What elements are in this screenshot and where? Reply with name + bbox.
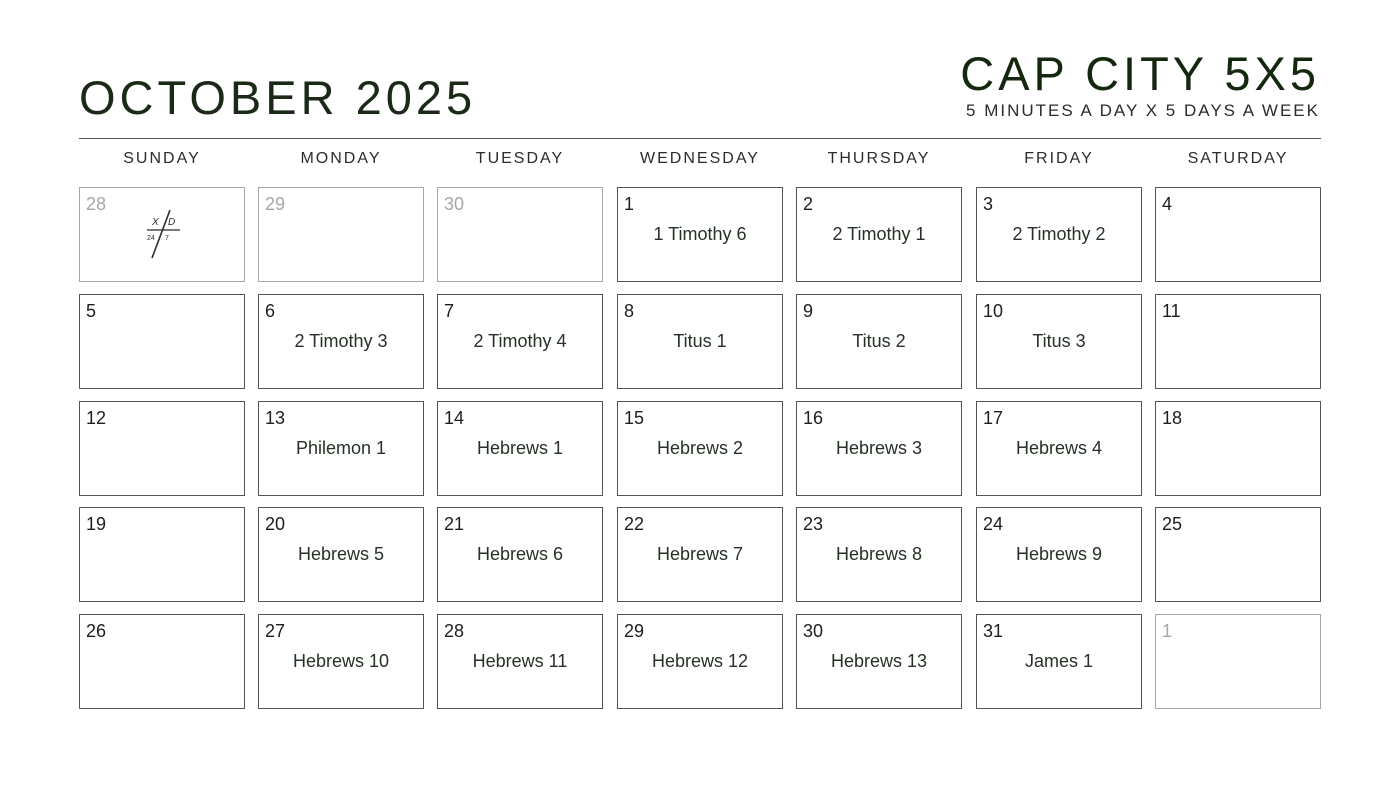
day-cell — [437, 507, 603, 602]
day-number: 6 — [265, 301, 276, 321]
reading-label: Hebrews 10 — [292, 651, 390, 671]
calendar-grid — [79, 187, 1324, 710]
reading-label: Titus 1 — [673, 331, 727, 351]
weekday-thursday: THURSDAY — [827, 150, 931, 167]
day-cell — [976, 294, 1142, 389]
day-cell — [976, 614, 1142, 709]
day-cell — [437, 401, 603, 496]
day-number: 9 — [803, 301, 814, 321]
reading-label: Titus 2 — [852, 331, 906, 351]
reading-label: 1 Timothy 6 — [653, 224, 747, 244]
weekday-tuesday: TUESDAY — [475, 150, 565, 167]
day-number: 11 — [1162, 301, 1181, 321]
day-number: 18 — [1162, 408, 1183, 428]
reading-label: Hebrews 9 — [1015, 544, 1103, 564]
day-cell — [796, 614, 962, 709]
day-cell — [79, 507, 245, 602]
month-title: OCTOBER 2025 — [79, 71, 477, 124]
reading-label: Hebrews 4 — [1015, 438, 1103, 458]
weekday-saturday: SATURDAY — [1187, 150, 1289, 167]
reading-label: Philemon 1 — [295, 438, 387, 458]
day-number: 23 — [803, 514, 824, 534]
reading-label: Hebrews 3 — [835, 438, 923, 458]
day-number: 12 — [86, 408, 107, 428]
brand-title: CAP CITY 5X5 — [960, 47, 1320, 100]
day-number: 8 — [624, 301, 635, 321]
xd-247-logo-icon — [144, 208, 184, 260]
reading-label: 2 Timothy 4 — [473, 331, 567, 351]
weekday-sunday: SUNDAY — [123, 150, 201, 167]
day-cell — [617, 507, 783, 602]
reading-label: 2 Timothy 2 — [1012, 224, 1106, 244]
day-number: 31 — [983, 621, 1004, 641]
day-number: 15 — [624, 408, 645, 428]
day-cell — [1155, 187, 1321, 282]
day-number: 16 — [803, 408, 824, 428]
day-number: 29 — [265, 194, 286, 214]
day-cell — [796, 401, 962, 496]
day-cell — [437, 614, 603, 709]
day-number: 22 — [624, 514, 645, 534]
day-number: 1 — [624, 194, 635, 214]
weekday-friday: FRIDAY — [1024, 150, 1094, 167]
reading-label: Titus 3 — [1032, 331, 1086, 351]
reading-label: Hebrews 7 — [656, 544, 744, 564]
brand-subtitle: 5 MINUTES A DAY X 5 DAYS A WEEK — [966, 101, 1320, 120]
reading-label: James 1 — [1024, 651, 1094, 671]
reading-label: 2 Timothy 1 — [832, 224, 926, 244]
day-cell — [258, 614, 424, 709]
day-cell — [1155, 507, 1321, 602]
day-cell — [1155, 401, 1321, 496]
day-cell — [437, 294, 603, 389]
day-number: 27 — [265, 621, 286, 641]
reading-label: 2 Timothy 3 — [294, 331, 388, 351]
reading-label: Hebrews 13 — [830, 651, 928, 671]
day-cell — [79, 187, 245, 282]
weekday-monday: MONDAY — [300, 150, 382, 167]
day-number: 17 — [983, 408, 1004, 428]
svg-text:24: 24 — [147, 235, 155, 242]
day-cell — [79, 401, 245, 496]
day-cell — [1155, 294, 1321, 389]
day-cell — [79, 614, 245, 709]
day-cell — [617, 187, 783, 282]
day-number: 30 — [444, 194, 465, 214]
day-cell — [79, 294, 245, 389]
reading-label: Hebrews 12 — [651, 651, 749, 671]
day-cell — [1155, 614, 1321, 709]
day-number: 29 — [624, 621, 645, 641]
day-cell — [258, 294, 424, 389]
day-cell — [796, 294, 962, 389]
reading-label: Hebrews 5 — [297, 544, 385, 564]
day-number: 24 — [983, 514, 1004, 534]
day-number: 2 — [803, 194, 814, 214]
day-cell — [796, 507, 962, 602]
weekday-wednesday: WEDNESDAY — [640, 150, 760, 167]
day-number: 19 — [86, 514, 107, 534]
day-number: 20 — [265, 514, 286, 534]
day-number: 13 — [265, 408, 286, 428]
day-number: 10 — [983, 301, 1004, 321]
day-number: 4 — [1162, 194, 1173, 214]
day-cell — [617, 294, 783, 389]
svg-text:7: 7 — [165, 235, 169, 242]
day-cell — [617, 401, 783, 496]
day-cell — [617, 614, 783, 709]
day-number: 30 — [803, 621, 824, 641]
day-number: 26 — [86, 621, 107, 641]
day-number: 7 — [444, 301, 455, 321]
day-number: 3 — [983, 194, 994, 214]
day-number: 28 — [444, 621, 465, 641]
day-cell — [258, 187, 424, 282]
day-number: 1 — [1162, 621, 1173, 641]
reading-label: Hebrews 8 — [835, 544, 923, 564]
svg-text:D: D — [168, 217, 176, 228]
reading-label: Hebrews 6 — [476, 544, 564, 564]
day-number: 28 — [86, 194, 107, 214]
reading-label: Hebrews 1 — [476, 438, 564, 458]
weekday-header-row — [79, 150, 1324, 172]
day-cell — [258, 507, 424, 602]
day-cell — [976, 187, 1142, 282]
day-cell — [437, 187, 603, 282]
day-number: 21 — [444, 514, 465, 534]
day-cell — [976, 507, 1142, 602]
day-number: 14 — [444, 408, 465, 428]
svg-text:X: X — [152, 217, 159, 228]
day-cell — [796, 187, 962, 282]
day-number: 5 — [86, 301, 97, 321]
day-number: 25 — [1162, 514, 1183, 534]
day-cell — [976, 401, 1142, 496]
reading-label: Hebrews 2 — [656, 438, 744, 458]
day-cell — [258, 401, 424, 496]
reading-label: Hebrews 11 — [472, 651, 568, 671]
header-divider — [79, 138, 1321, 139]
